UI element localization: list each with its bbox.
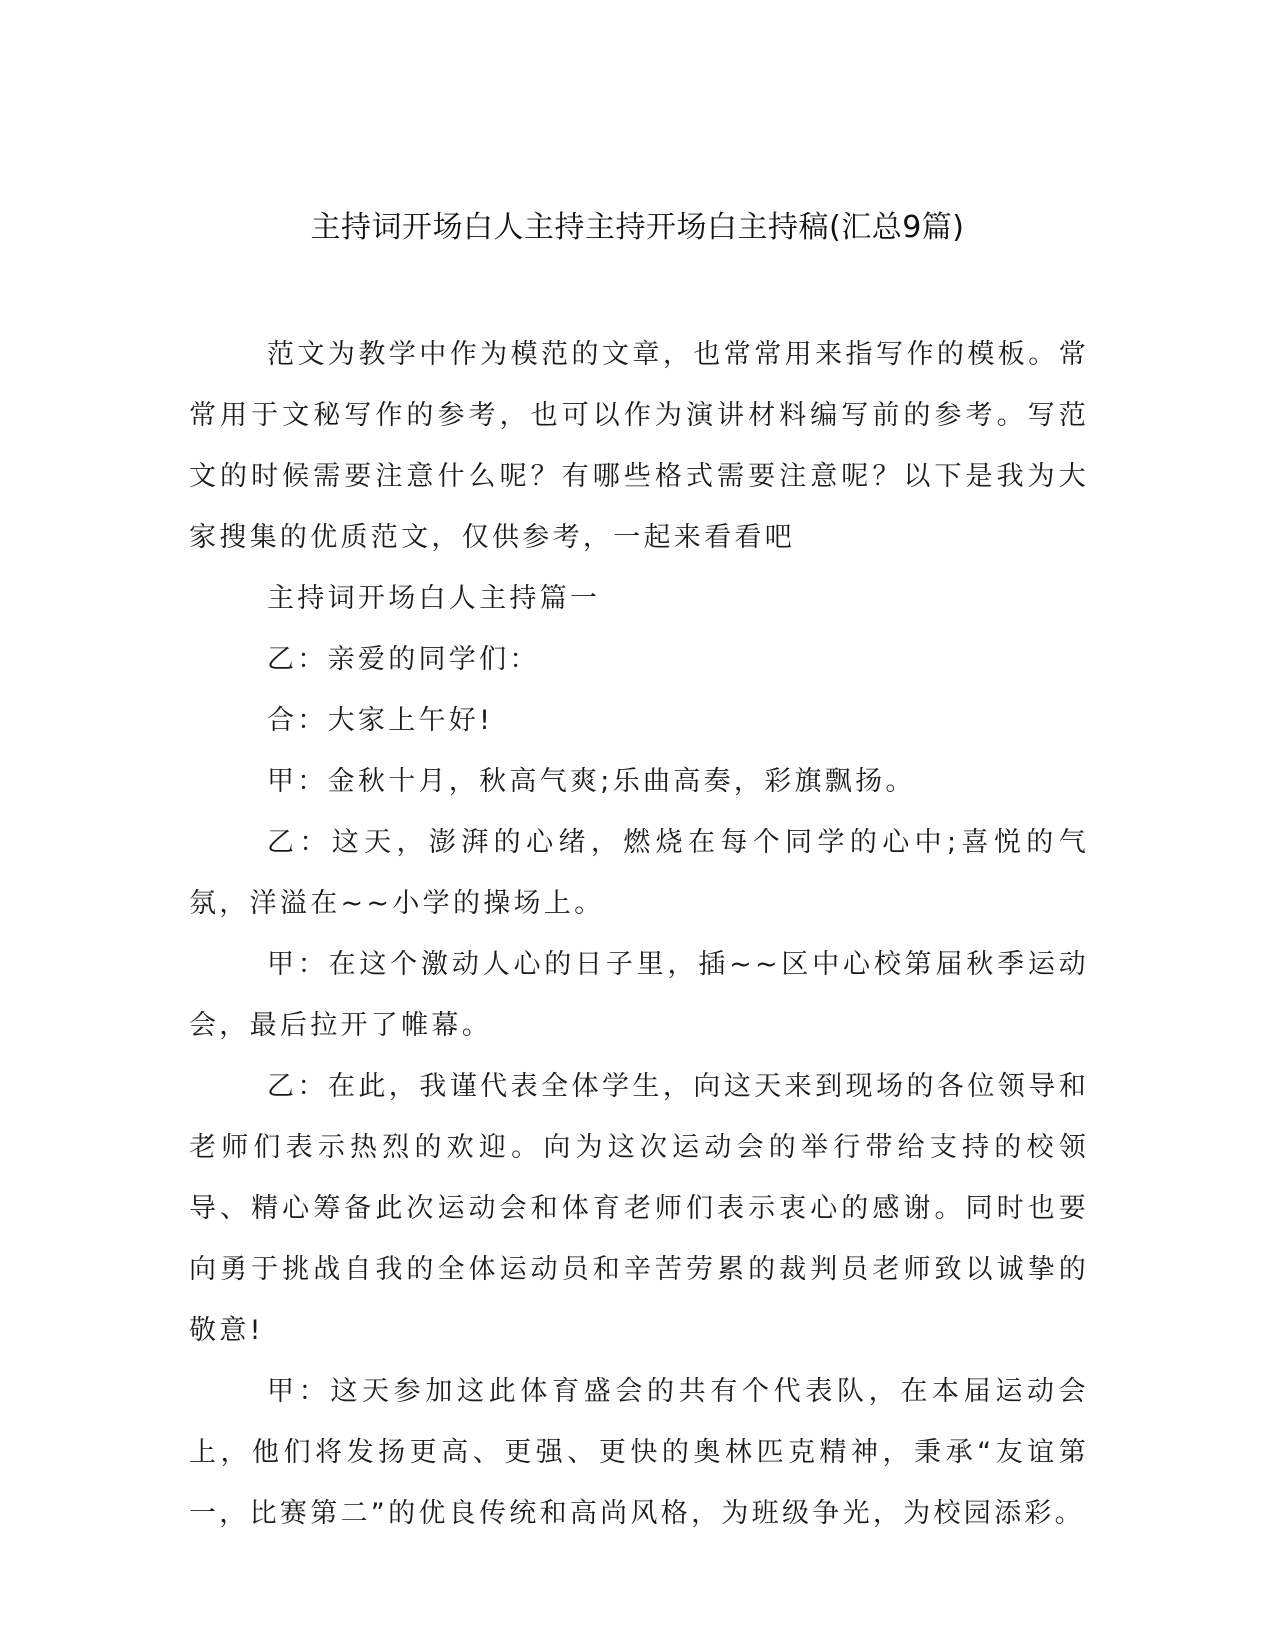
dialogue-line: 甲：这天参加这此体育盛会的共有个代表队，在本届运动会上，他们将发扬更高、更强、更快的奥林匹克精神，秉承“友谊第一，比赛第二”的优良传统和高尚风格，为班级争光，为校园添彩。 — [189, 1376, 1089, 1529]
intro-paragraph: 范文为教学中作为模范的文章，也常常用来指写作的模板。常常用于文秘写作的参考，也可以作为演讲材料编写前的参考。写范文的时候需要注意什么呢？有哪些格式需要注意呢？以下是我为大家搜集的优质范文，仅供参考，一起来看看吧 — [189, 339, 1089, 553]
document-title: 主持词开场白人主持主持开场白主持稿(汇总9篇) — [310, 210, 965, 245]
dialogue-line: 乙：在此，我谨代表全体学生，向这天来到现场的各位领导和老师们表示热烈的欢迎。向为这次运动会的举行带给支持的校领导、精心筹备此次运动会和体育老师们表示衷心的感谢。同时也要向勇于挑战自我的全体运动员和辛苦劳累的裁判员老师致以诚挚的敬意! — [189, 1071, 1089, 1346]
dialogue-line: 甲：在这个激动人心的日子里，插~~区中心校第届秋季运动会，最后拉开了帷幕。 — [189, 949, 1089, 1041]
document-body — [189, 324, 1089, 1544]
dialogue-line: 合：大家上午好! — [267, 705, 494, 736]
dialogue-line: 甲：金秋十月，秋高气爽;乐曲高奏，彩旗飘扬。 — [267, 766, 916, 797]
dialogue-line: 乙：这天，澎湃的心绪，燃烧在每个同学的心中;喜悦的气氛，洋溢在~~小学的操场上。 — [189, 827, 1089, 919]
section-heading: 主持词开场白人主持篇一 — [267, 583, 601, 614]
dialogue-line: 乙：亲爱的同学们： — [267, 644, 540, 675]
